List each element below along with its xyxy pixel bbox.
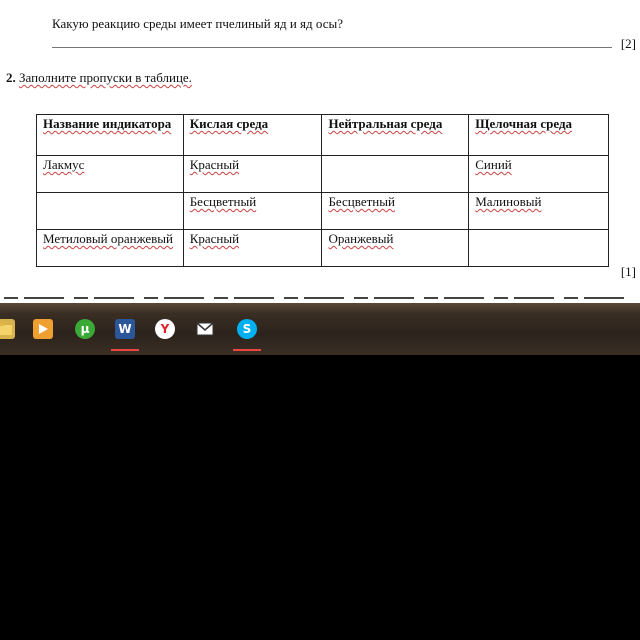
table-cell: Метиловый оранжевый (37, 230, 184, 267)
header-acidic: Кислая среда (183, 115, 322, 156)
table-header-row (37, 115, 609, 156)
taskbar-skype-button[interactable] (232, 313, 262, 345)
taskbar-yandex-button[interactable] (150, 313, 180, 345)
table-cell: Бесцветный (322, 193, 469, 230)
table-cell: Оранжевый (322, 230, 469, 267)
taskbar-utorrent-button[interactable] (70, 313, 100, 345)
answer-line (52, 47, 612, 48)
utorrent-icon: µ (75, 319, 95, 339)
table-row (37, 193, 609, 230)
play-icon (33, 319, 53, 339)
header-alkaline: Щелочная среда (469, 115, 609, 156)
table-cell: Красный (183, 156, 322, 193)
task-number: 2. (6, 70, 16, 85)
table-row (37, 156, 609, 193)
skype-icon: S (237, 319, 257, 339)
taskbar-explorer-button[interactable] (0, 313, 20, 345)
header-indicator-name: Название индикатора (37, 115, 184, 156)
document-page (0, 0, 640, 303)
taskbar-mail-button[interactable] (190, 313, 220, 345)
table-cell: Красный (183, 230, 322, 267)
black-area (0, 355, 640, 640)
task-mark: [1] (620, 264, 636, 279)
table-row (37, 230, 609, 267)
taskbar-media-button[interactable] (28, 313, 58, 345)
folder-icon (0, 319, 15, 339)
task-heading (6, 70, 192, 86)
table-cell: Лакмус (37, 156, 184, 193)
table-cell: Малиновый (469, 193, 609, 230)
question-mark: [2] (620, 36, 636, 51)
header-neutral: Нейтральная среда (322, 115, 469, 156)
indicator-table (36, 114, 609, 267)
mail-icon (195, 319, 215, 339)
task-text: Заполните пропуски в таблице. (19, 70, 192, 85)
table-cell (37, 193, 184, 230)
question-text: Какую реакцию среды имеет пчелиный яд и яд осы? (52, 16, 343, 31)
taskbar (0, 303, 640, 355)
table-cell (322, 156, 469, 193)
taskbar-word-button[interactable] (110, 313, 140, 345)
table-cell: Синий (469, 156, 609, 193)
table-cell: Бесцветный (183, 193, 322, 230)
table-cell (469, 230, 609, 267)
word-icon: W (115, 319, 135, 339)
yandex-icon: Y (155, 319, 175, 339)
